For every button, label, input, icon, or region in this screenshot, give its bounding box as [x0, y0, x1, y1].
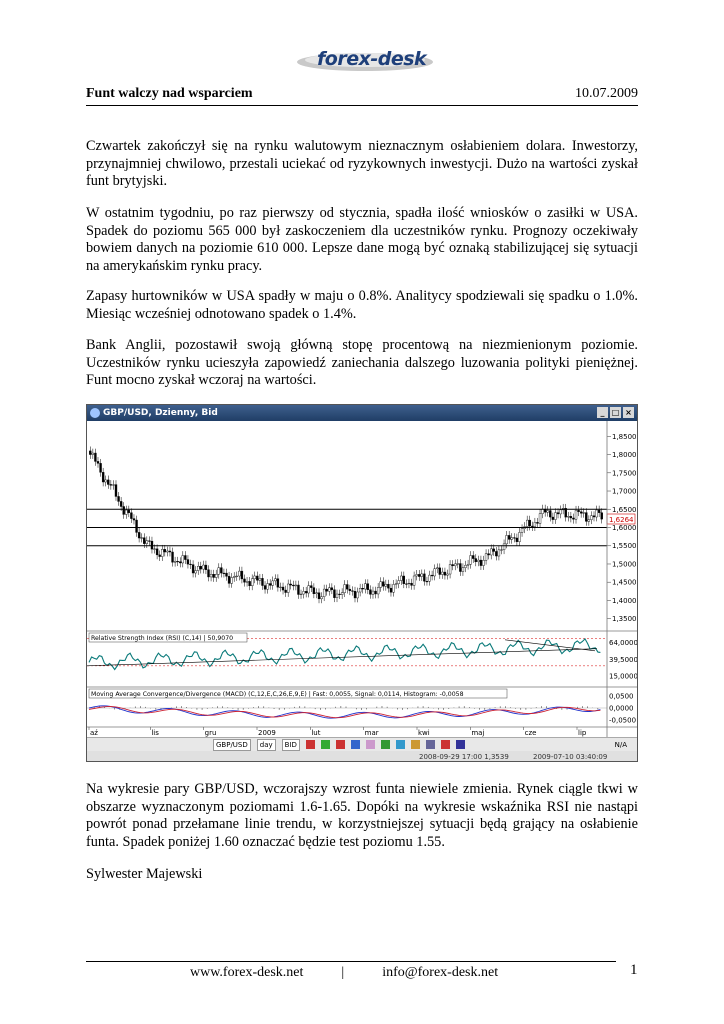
candle-body: [174, 561, 176, 562]
candle-body: [436, 568, 438, 569]
candle-body: [408, 583, 410, 584]
minimize-button[interactable]: _: [597, 407, 608, 418]
candle-body: [213, 574, 215, 577]
forex-desk-logo: [295, 46, 435, 74]
author-signature: Sylwester Majewski: [86, 866, 203, 882]
candle-body: [110, 484, 112, 485]
x-tick-label: gru: [204, 729, 217, 737]
candle-body: [426, 581, 428, 582]
candle-body: [518, 532, 520, 541]
candle-body: [267, 584, 269, 590]
candle-body: [511, 538, 513, 540]
candle-body: [454, 564, 456, 566]
price-ytick-label: 1,4000: [612, 596, 637, 605]
candle-body: [536, 522, 538, 523]
candle-body: [246, 581, 248, 582]
candle-body: [493, 549, 495, 552]
candle-body: [485, 554, 487, 561]
candle-body: [166, 551, 168, 552]
candle-body: [585, 513, 587, 522]
candle-body: [526, 520, 528, 526]
candle-body: [107, 480, 109, 485]
candle-body: [578, 510, 580, 511]
candle-body: [447, 574, 449, 575]
candle-body: [161, 549, 163, 556]
candle-body: [534, 522, 536, 526]
candle-body: [202, 565, 204, 569]
candle-body: [449, 565, 451, 575]
price-ytick-label: 1,5500: [612, 542, 637, 551]
footer-separator: |: [341, 965, 345, 980]
candle-body: [148, 541, 150, 542]
candle-body: [405, 584, 407, 585]
candle-body: [382, 582, 384, 587]
candle-body: [346, 585, 348, 590]
candle-body: [513, 538, 515, 539]
candle-body: [218, 568, 220, 575]
candle-body: [339, 594, 341, 595]
candle-body: [501, 550, 503, 551]
candle-body: [590, 516, 592, 520]
candle-body: [184, 556, 186, 560]
candle-body: [285, 590, 287, 592]
candle-body: [495, 551, 497, 556]
candle-body: [331, 588, 333, 590]
candle-body: [238, 571, 240, 576]
candle-body: [349, 589, 351, 591]
candle-body: [200, 566, 202, 569]
page-number: 1: [630, 962, 638, 978]
candle-body: [557, 513, 559, 514]
candle-body: [367, 584, 369, 590]
status-cursor-info: 2008-09-29 17:00 1,3539: [419, 753, 509, 761]
candle-body: [567, 516, 569, 517]
candle-body: [508, 535, 510, 539]
chart-globe-icon: [90, 408, 100, 418]
trendline-icon[interactable]: [396, 740, 405, 749]
candle-body: [593, 516, 595, 517]
candle-body: [300, 594, 302, 595]
candle-body: [133, 519, 135, 520]
candle-body: [272, 581, 274, 585]
macd-fast-line: [89, 706, 600, 718]
rsi-ytick-label: 64,0000: [609, 639, 638, 648]
paragraph-3: Zapasy hurtowników w USA spadły w maju o 0.8%. Analitycy spodziewali się spadku o 1.0%. Miesiąc wcześniej odnotowano spadek o 1.4%.: [86, 288, 638, 322]
candle-body: [554, 513, 556, 520]
candle-body: [423, 574, 425, 581]
candle-body: [172, 552, 174, 562]
candle-body: [480, 560, 482, 565]
x-tick-label: lut: [311, 729, 321, 737]
candle-body: [344, 585, 346, 593]
candle-body: [205, 565, 207, 570]
chart-type-icon[interactable]: [351, 740, 360, 749]
candle-body: [94, 453, 96, 461]
chart-window-title: GBP/USD, Dzienny, Bid: [103, 408, 218, 418]
candle-body: [364, 584, 366, 589]
candle-body: [182, 556, 184, 563]
footer-divider: [86, 961, 616, 962]
candle-body: [457, 564, 459, 565]
candle-body: [483, 560, 485, 565]
candle-body: [295, 585, 297, 586]
candle-body: [439, 568, 441, 575]
candle-body: [233, 577, 235, 578]
candle-body: [297, 585, 299, 594]
candle-body: [89, 451, 91, 455]
rsi-ytick-label: 39,5000: [609, 655, 638, 664]
candle-body: [470, 556, 472, 565]
candle-body: [287, 584, 289, 593]
fibonacci-icon[interactable]: [426, 740, 435, 749]
candle-body: [380, 582, 382, 588]
candle-body: [490, 549, 492, 555]
rsi-ytick-label: 15,0000: [609, 672, 638, 681]
candle-body: [164, 549, 166, 552]
logo-text: forex-desk: [317, 48, 427, 70]
macd-ytick-label: -0,0500: [609, 716, 637, 725]
candle-body: [120, 501, 122, 506]
candle-body: [159, 555, 161, 557]
candle-body: [462, 568, 464, 572]
candle-body: [128, 510, 130, 513]
x-tick-label: maj: [471, 729, 485, 737]
candle-body: [223, 573, 225, 574]
price-ytick-label: 1,6500: [612, 505, 637, 514]
indicator-icon[interactable]: [366, 740, 375, 749]
crosshair-icon[interactable]: [306, 740, 315, 749]
article-date: 10.07.2009: [575, 86, 638, 101]
candle-body: [154, 549, 156, 550]
price-ytick-label: 1,6000: [612, 524, 637, 532]
candle-body: [498, 550, 500, 556]
candle-body: [452, 565, 454, 566]
rsi-line: [89, 639, 600, 670]
candle-body: [292, 585, 294, 586]
candle-body: [112, 485, 114, 486]
candle-body: [601, 513, 603, 519]
candle-body: [351, 591, 353, 592]
candle-body: [318, 593, 320, 599]
candle-body: [434, 569, 436, 576]
candle-body: [393, 584, 395, 592]
candle-body: [387, 584, 389, 588]
candle-body: [123, 507, 125, 515]
candle-body: [138, 532, 140, 538]
status-time: 2009-07-10 03:40:09: [533, 753, 608, 761]
candle-body: [195, 571, 197, 573]
candle-body: [354, 591, 356, 598]
candle-body: [197, 566, 199, 570]
candle-body: [472, 556, 474, 559]
candle-body: [560, 510, 562, 514]
candle-body: [531, 526, 533, 527]
candle-body: [105, 480, 107, 482]
candle-body: [477, 560, 479, 562]
candle-body: [323, 589, 325, 597]
footer-website[interactable]: www.forex-desk.net: [190, 965, 304, 980]
paragraph-4: Bank Anglii, pozostawił swoją główną stopę procentową na niezmienionym poziomie. Uczestników rynku ucieszyła zapowiedź zaniechania dalszego luzowania polityki pieniężnej. Funt mocno zyskał wczoraj na wartości.: [86, 337, 638, 388]
candle-body: [313, 588, 315, 594]
candle-body: [441, 572, 443, 574]
candle-body: [413, 576, 415, 585]
candle-body: [377, 587, 379, 594]
price-ytick-label: 1,8000: [612, 451, 637, 460]
footer-email[interactable]: info@forex-desk.net: [382, 965, 499, 980]
candle-body: [400, 576, 402, 581]
price-ytick-label: 1,7500: [612, 469, 637, 478]
macd-ytick-label: 0,0500: [609, 692, 634, 701]
candle-body: [259, 578, 261, 580]
candle-body: [282, 587, 284, 590]
x-tick-label: mar: [364, 729, 379, 737]
candle-body: [220, 568, 222, 573]
candle-body: [362, 588, 364, 589]
candle-body: [269, 584, 271, 586]
candle-body: [418, 574, 420, 576]
candle-body: [552, 517, 554, 519]
price-ytick-label: 1,4500: [612, 578, 637, 587]
candle-body: [192, 565, 194, 573]
candle-body: [100, 463, 102, 472]
candle-body: [274, 579, 276, 581]
chart-statusbar: [87, 751, 637, 762]
candle-body: [249, 581, 251, 585]
candle-body: [444, 572, 446, 575]
candle-body: [290, 584, 292, 585]
cursor-icon[interactable]: [381, 740, 390, 749]
x-tick-label: 2009: [258, 729, 276, 737]
candle-body: [308, 586, 310, 593]
candle-body: [475, 559, 477, 562]
candle-body: [305, 591, 307, 593]
x-tick-label: kwi: [418, 729, 430, 737]
chart-canvas[interactable]: [87, 421, 638, 737]
paragraph-1: Czwartek zakończył się na rynku walutowym nieznacznym osłabieniem dolara. Inwestorzy, przynajmniej chwilowo, przestali uciekać od ryzykownych inwestycji. Dużo na wartości zyskał funt brytyjski.: [86, 138, 638, 189]
candle-body: [575, 510, 577, 519]
candle-body: [459, 564, 461, 572]
side-select[interactable]: BID: [282, 739, 300, 751]
price-ytick-label: 1,3500: [612, 615, 637, 624]
candle-body: [588, 520, 590, 522]
candle-body: [208, 570, 210, 577]
candle-body: [125, 510, 127, 514]
price-ytick-label: 1,7000: [612, 487, 637, 496]
candle-body: [310, 586, 312, 588]
candle-body: [429, 575, 431, 581]
macd-legend: Moving Average Convergence/Divergence (MACD) (C,12,E,C,26,E,9,E) | Fast: 0,0055, Signal: 0,0114, Histogram: -0,0058: [91, 691, 464, 698]
candle-body: [264, 586, 266, 590]
zoom-out-icon[interactable]: [336, 740, 345, 749]
candle-body: [516, 538, 518, 542]
candle-body: [328, 588, 330, 592]
candle-body: [136, 520, 138, 532]
symbol-select[interactable]: GBP/USD: [213, 739, 251, 751]
candle-body: [279, 587, 281, 588]
candle-body: [102, 472, 104, 482]
candle-body: [92, 453, 94, 454]
candle-body: [375, 591, 377, 594]
candle-body: [488, 554, 490, 555]
candle-body: [357, 592, 359, 598]
x-tick-label: lip: [578, 729, 587, 737]
zoom-in-icon[interactable]: [321, 740, 330, 749]
candle-body: [179, 562, 181, 563]
candle-body: [141, 538, 143, 539]
candle-body: [177, 561, 179, 562]
candle-body: [118, 496, 120, 501]
x-tick-label: aź: [90, 729, 98, 737]
delete-icon[interactable]: [441, 740, 450, 749]
candle-body: [416, 574, 418, 576]
candle-body: [251, 579, 253, 586]
candle-body: [467, 564, 469, 565]
period-select[interactable]: day: [257, 739, 276, 751]
candle-body: [210, 574, 212, 577]
candle-body: [583, 513, 585, 514]
candle-body: [333, 590, 335, 598]
article-header: [86, 86, 638, 102]
text-tool-icon[interactable]: [411, 740, 420, 749]
candle-body: [277, 579, 279, 588]
candle-body: [503, 544, 505, 550]
paragraph-2: W ostatnim tygodniu, po raz pierwszy od stycznia, spadła ilość wniosków o zasiłki w USA. Spadek do poziomu 565 000 był zaskoczeniem dla uczestników rynku. Prognozy oczekiwały bowiem danych na poziomie 610 000. Lepsze dane mogą być oznaką stabilizującej się sytuacji na amerykańskim rynku pracy.: [86, 205, 638, 274]
properties-icon[interactable]: [456, 740, 465, 749]
chart-window[interactable]: [86, 404, 638, 762]
candle-body: [130, 513, 132, 519]
candle-body: [506, 535, 508, 543]
candle-body: [254, 576, 256, 579]
candle-body: [215, 574, 217, 577]
candle-body: [261, 578, 263, 585]
candle-body: [244, 579, 246, 582]
candle-body: [572, 518, 574, 519]
candle-body: [146, 541, 148, 544]
candle-body: [542, 509, 544, 514]
analysis-paragraph: Na wykresie pary GBP/USD, wczorajszy wzrost funta niewiele zmienia. Rynek ciągle tkwi w obszarze wyznaczonym poziomami 1.6-1.65. Dopóki na wykresie wskaźnika RSI nie nastąpi powrót ponad przełamane linie trendu, w korzystniejszej sytuacji będą grający na osłabienie funta. Spadek poniżej 1.60 oznaczać będzie test poziomu 1.55.: [86, 781, 638, 850]
candle-body: [321, 597, 323, 599]
candle-body: [549, 511, 551, 518]
candle-body: [359, 588, 361, 592]
candle-body: [372, 591, 374, 594]
header-divider: [86, 105, 638, 106]
page-footer: [190, 965, 498, 981]
candle-body: [395, 584, 397, 585]
price-ytick-label: 1,8500: [612, 432, 637, 441]
x-tick-label: lis: [151, 729, 159, 737]
candle-body: [143, 538, 145, 544]
candle-body: [403, 576, 405, 584]
candle-body: [236, 576, 238, 577]
candle-body: [187, 560, 189, 565]
rsi-legend: Relative Strength Index (RSI) (C,14) | 50,9070: [91, 635, 234, 642]
candle-body: [341, 593, 343, 595]
macd-ytick-label: 0,0000: [609, 704, 634, 713]
candle-body: [529, 520, 531, 526]
candle-body: [547, 511, 549, 513]
candle-body: [303, 591, 305, 594]
price-ytick-label: 1,5000: [612, 560, 637, 569]
candle-body: [398, 581, 400, 584]
candle-body: [226, 573, 228, 576]
candle-body: [315, 593, 317, 594]
candle-body: [539, 514, 541, 524]
chart-toolbar: [87, 737, 637, 751]
candle-body: [336, 594, 338, 598]
candle-body: [385, 584, 387, 586]
candle-body: [570, 516, 572, 518]
candle-body: [156, 549, 158, 555]
x-tick-label: cze: [524, 729, 537, 737]
na-label: N/A: [614, 740, 627, 749]
candle-body: [369, 590, 371, 595]
current-price-label: 1,6264: [609, 516, 634, 524]
article-title: Funt walczy nad wsparciem: [86, 86, 253, 101]
close-button[interactable]: ×: [623, 407, 634, 418]
candle-body: [521, 529, 523, 533]
candle-body: [97, 461, 99, 463]
candle-body: [256, 576, 258, 580]
candle-body: [190, 564, 192, 565]
candle-body: [421, 574, 423, 577]
candle-body: [596, 510, 598, 517]
candle-body: [390, 588, 392, 592]
candle-body: [431, 575, 433, 576]
chart-window-titlebar[interactable]: [87, 405, 637, 421]
candle-body: [228, 576, 230, 583]
candle-body: [151, 541, 153, 549]
maximize-button[interactable]: □: [611, 408, 620, 417]
rsi-panel: [87, 638, 638, 680]
candle-body: [598, 510, 600, 513]
candle-body: [169, 551, 171, 552]
candle-body: [411, 583, 413, 585]
candle-body: [580, 512, 582, 514]
candle-body: [231, 577, 233, 583]
candle-body: [115, 485, 117, 497]
candle-body: [465, 565, 467, 568]
candle-body: [326, 589, 328, 591]
candle-body: [241, 571, 243, 579]
